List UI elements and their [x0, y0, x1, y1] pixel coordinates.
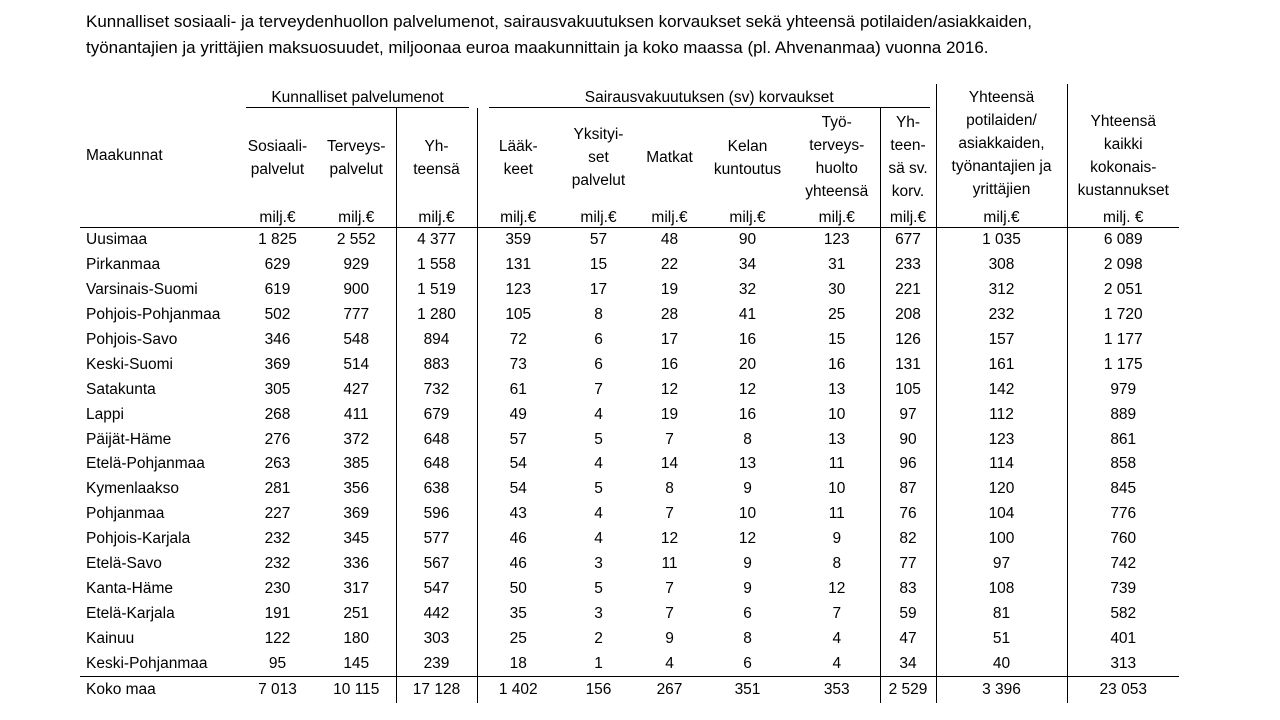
table-row — [80, 328, 1179, 353]
value-cell: 577 — [396, 527, 477, 552]
value-cell: 17 — [660, 331, 679, 348]
value-cell: 157 — [936, 328, 1067, 353]
value-cell: 233 — [880, 253, 936, 278]
value-cell: 502 — [264, 306, 291, 324]
value-cell: 2 — [594, 629, 603, 647]
value-cell: 16 — [828, 355, 846, 373]
value-cell: 8 — [743, 629, 752, 647]
table-body — [80, 228, 1179, 704]
col-header-yksityiset-palvelut: Yksityi- set palvelut — [571, 126, 626, 189]
value-cell: 281 — [264, 480, 291, 498]
value-cell: 100 — [936, 527, 1067, 552]
value-cell: 16 — [738, 331, 757, 348]
value-cell: 9 — [743, 555, 752, 573]
value-cell: 1 519 — [396, 278, 477, 303]
table-row — [80, 427, 1179, 452]
col-header-sosiaalipalvelut: Sosiaali- palvelut — [247, 138, 308, 178]
value-cell: 267 — [638, 677, 701, 704]
table-row — [80, 253, 1179, 278]
col-header-yhteensa-sv: Yh- teen- sä sv. korv. — [880, 108, 936, 203]
value-cell: 232 — [936, 303, 1067, 328]
value-cell: 19 — [660, 281, 679, 299]
value-cell: 90 — [880, 427, 936, 452]
value-cell: 276 — [264, 430, 291, 448]
value-cell: 48 — [660, 231, 679, 249]
title-line-2: työnantajien ja yrittäjien maksuosuudet, miljoonaa euroa maakunnittain ja koko maassa (pl. Ahvenanmaa) vuonna 2016. — [86, 38, 989, 57]
region-name: Pohjois-Savo — [86, 331, 178, 348]
value-cell: 777 — [343, 306, 370, 324]
value-cell: 263 — [264, 455, 291, 473]
value-cell: 46 — [477, 552, 559, 577]
value-cell: 858 — [1067, 452, 1179, 477]
value-cell: 8 — [665, 480, 674, 498]
value-cell: 369 — [264, 355, 291, 373]
value-cell: 10 115 — [317, 677, 396, 704]
value-cell: 742 — [1067, 552, 1179, 577]
value-cell: 40 — [936, 651, 1067, 676]
value-cell: 3 — [594, 555, 603, 573]
total-row — [80, 677, 1179, 704]
value-cell: 4 — [594, 530, 603, 548]
region-name: Kymenlaakso — [86, 480, 180, 498]
value-cell: 120 — [936, 477, 1067, 502]
table-row — [80, 303, 1179, 328]
value-cell: 6 — [594, 355, 603, 373]
value-cell: 1 — [594, 654, 603, 672]
col-header-kelan-kuntoutus: Kelan kuntoutus — [713, 138, 782, 178]
value-cell: 54 — [477, 477, 559, 502]
value-cell: 317 — [343, 579, 370, 597]
value-cell: 7 013 — [238, 677, 317, 704]
unit-label: milj.€ — [559, 203, 638, 228]
value-cell: 123 — [936, 427, 1067, 452]
value-cell: 142 — [936, 377, 1067, 402]
value-cell: 2 552 — [336, 231, 376, 249]
value-cell: 30 — [828, 281, 846, 299]
value-cell: 739 — [1067, 576, 1179, 601]
value-cell: 596 — [396, 502, 477, 527]
value-cell: 73 — [477, 352, 559, 377]
value-cell: 4 — [832, 629, 842, 647]
table-row — [80, 402, 1179, 427]
value-cell: 359 — [477, 228, 559, 253]
value-cell: 6 — [594, 331, 603, 348]
col-header-potilaiden: Yhteensä potilaiden/ asiakkaiden, työnantajien ja yrittäjien — [936, 84, 1067, 203]
region-name: Varsinais-Suomi — [86, 281, 198, 299]
value-cell: 9 — [665, 629, 674, 647]
value-cell: 72 — [477, 328, 559, 353]
value-cell: 12 — [828, 579, 846, 597]
value-cell: 17 128 — [396, 677, 477, 704]
value-cell: 41 — [738, 306, 757, 324]
value-cell: 15 — [589, 256, 608, 274]
col-header-yhteensa-kunnalliset: Yh- teensä — [396, 108, 477, 203]
region-name: Keski-Pohjanmaa — [86, 654, 208, 672]
value-cell: 112 — [936, 402, 1067, 427]
value-cell: 227 — [264, 505, 291, 523]
value-cell: 77 — [880, 552, 936, 577]
region-name: Pohjois-Pohjanmaa — [86, 306, 221, 324]
value-cell: 59 — [880, 601, 936, 626]
value-cell: 105 — [880, 377, 936, 402]
value-cell: 648 — [396, 427, 477, 452]
value-cell: 8 — [743, 430, 752, 448]
region-name: Keski-Suomi — [86, 355, 173, 373]
table-row — [80, 228, 1179, 253]
value-cell: 5 — [594, 430, 603, 448]
table-row — [80, 626, 1179, 651]
region-name: Pohjois-Karjala — [86, 530, 191, 548]
table-row — [80, 527, 1179, 552]
col-header-kokonaiskustannukset: Yhteensä kaikki kokonais- kustannukset — [1067, 84, 1179, 203]
value-cell: 13 — [828, 430, 846, 448]
value-cell: 411 — [343, 405, 369, 423]
table-title — [86, 9, 1236, 61]
value-cell: 1 825 — [258, 231, 297, 249]
value-cell: 8 — [594, 306, 603, 324]
region-name: Koko maa — [80, 677, 238, 704]
value-cell: 4 — [832, 654, 842, 672]
value-cell: 894 — [396, 328, 477, 353]
value-cell: 6 089 — [1067, 228, 1179, 253]
region-name: Päijät-Häme — [86, 430, 172, 448]
value-cell: 14 — [660, 455, 679, 473]
col-header-laakkeet: Lääk- keet — [477, 108, 559, 203]
value-cell: 305 — [264, 380, 291, 398]
value-cell: 10 — [828, 480, 846, 498]
value-cell: 28 — [660, 306, 679, 324]
value-cell: 6 — [743, 604, 752, 622]
unit-label: milj.€ — [638, 203, 701, 228]
value-cell: 732 — [396, 377, 477, 402]
value-cell: 12 — [738, 380, 757, 398]
region-name: Kanta-Häme — [86, 579, 174, 597]
value-cell: 8 — [832, 555, 842, 573]
value-cell: 19 — [660, 405, 679, 423]
value-cell: 16 — [660, 355, 679, 373]
value-cell: 108 — [936, 576, 1067, 601]
value-cell: 20 — [738, 355, 757, 373]
table-row — [80, 278, 1179, 303]
value-cell: 5 — [594, 480, 603, 498]
value-cell: 7 — [665, 579, 674, 597]
value-cell: 156 — [559, 677, 638, 704]
value-cell: 514 — [343, 355, 370, 373]
col-header-terveyspalvelut: Terveys- palvelut — [326, 138, 386, 178]
value-cell: 648 — [396, 452, 477, 477]
value-cell: 629 — [264, 256, 291, 274]
unit-label: milj.€ — [317, 203, 396, 228]
value-cell: 619 — [264, 281, 291, 299]
table-row — [80, 651, 1179, 676]
value-cell: 776 — [1067, 502, 1179, 527]
value-cell: 114 — [936, 452, 1067, 477]
value-cell: 131 — [477, 253, 559, 278]
group-sairausvakuutus: Sairausvakuutuksen (sv) korvaukset — [489, 89, 930, 108]
value-cell: 548 — [343, 331, 370, 348]
value-cell: 351 — [701, 677, 794, 704]
value-cell: 312 — [936, 278, 1067, 303]
region-name: Kainuu — [86, 629, 135, 647]
value-cell: 145 — [343, 654, 370, 672]
col-header-maakunnat: Maakunnat — [86, 146, 163, 164]
value-cell: 123 — [823, 231, 850, 249]
value-cell: 57 — [477, 427, 559, 452]
value-cell: 131 — [880, 352, 936, 377]
value-cell: 22 — [660, 256, 679, 274]
value-cell: 7 — [665, 430, 674, 448]
value-cell: 7 — [665, 505, 674, 523]
region-name: Etelä-Pohjanmaa — [86, 455, 205, 473]
value-cell: 760 — [1067, 527, 1179, 552]
value-cell: 547 — [396, 576, 477, 601]
value-cell: 401 — [1067, 626, 1179, 651]
value-cell: 57 — [589, 231, 608, 249]
value-cell: 346 — [264, 331, 291, 348]
value-cell: 638 — [396, 477, 477, 502]
value-cell: 35 — [477, 601, 559, 626]
col-header-tyoterveyshuolto: Työ- terveys- huolto yhteensä — [805, 114, 869, 200]
value-cell: 23 053 — [1067, 677, 1179, 704]
region-name: Pirkanmaa — [86, 256, 161, 274]
value-cell: 13 — [828, 380, 846, 398]
value-cell: 442 — [396, 601, 477, 626]
region-name: Pohjanmaa — [86, 505, 165, 523]
value-cell: 10 — [738, 505, 757, 523]
value-cell: 32 — [738, 281, 757, 299]
unit-label: milj.€ — [396, 203, 477, 228]
value-cell: 82 — [880, 527, 936, 552]
value-cell: 313 — [1067, 651, 1179, 676]
value-cell: 123 — [477, 278, 559, 303]
col-header-matkat: Matkat — [646, 149, 693, 166]
region-name: Etelä-Karjala — [86, 604, 175, 622]
value-cell: 9 — [743, 480, 752, 498]
table-row — [80, 601, 1179, 626]
value-cell: 105 — [477, 303, 559, 328]
value-cell: 239 — [396, 651, 477, 676]
value-cell: 979 — [1067, 377, 1179, 402]
unit-label: milj. € — [1067, 203, 1179, 228]
value-cell: 369 — [343, 505, 370, 523]
value-cell: 51 — [936, 626, 1067, 651]
unit-label: milj.€ — [238, 203, 317, 228]
value-cell: 11 — [661, 555, 678, 573]
value-cell: 76 — [880, 502, 936, 527]
table-row — [80, 377, 1179, 402]
value-cell: 336 — [343, 555, 370, 573]
value-cell: 221 — [880, 278, 936, 303]
value-cell: 4 — [594, 405, 603, 423]
value-cell: 15 — [828, 331, 846, 348]
value-cell: 16 — [738, 405, 757, 423]
value-cell: 208 — [880, 303, 936, 328]
value-cell: 9 — [743, 579, 752, 597]
value-cell: 427 — [343, 380, 370, 398]
value-cell: 25 — [477, 626, 559, 651]
value-cell: 34 — [880, 651, 936, 676]
group-kunnalliset: Kunnalliset palvelumenot — [246, 89, 469, 108]
value-cell: 12 — [738, 530, 757, 548]
value-cell: 43 — [477, 502, 559, 527]
value-cell: 10 — [828, 405, 846, 423]
unit-row — [80, 203, 1179, 228]
unit-label: milj.€ — [936, 203, 1067, 228]
value-cell: 308 — [936, 253, 1067, 278]
value-cell: 11 — [828, 505, 845, 523]
table-row — [80, 352, 1179, 377]
value-cell: 83 — [880, 576, 936, 601]
value-cell: 2 051 — [1067, 278, 1179, 303]
value-cell: 567 — [396, 552, 477, 577]
unit-label: milj.€ — [477, 203, 559, 228]
value-cell: 1 175 — [1067, 352, 1179, 377]
value-cell: 232 — [264, 555, 291, 573]
value-cell: 861 — [1067, 427, 1179, 452]
region-name: Lappi — [86, 405, 124, 423]
value-cell: 1 280 — [396, 303, 477, 328]
value-cell: 97 — [880, 402, 936, 427]
value-cell: 1 177 — [1067, 328, 1179, 353]
value-cell: 900 — [343, 281, 370, 299]
value-cell: 25 — [828, 306, 846, 324]
value-cell: 95 — [268, 654, 287, 672]
value-cell: 372 — [343, 430, 370, 448]
region-name: Uusimaa — [86, 231, 148, 249]
value-cell: 356 — [343, 480, 370, 498]
value-cell: 50 — [477, 576, 559, 601]
value-cell: 251 — [343, 604, 370, 622]
value-cell: 353 — [794, 677, 880, 704]
value-cell: 9 — [832, 530, 842, 548]
value-cell: 180 — [343, 629, 370, 647]
value-cell: 845 — [1067, 477, 1179, 502]
value-cell: 61 — [477, 377, 559, 402]
value-cell: 7 — [832, 604, 842, 622]
value-cell: 11 — [828, 455, 845, 473]
value-cell: 31 — [828, 256, 846, 274]
value-cell: 54 — [477, 452, 559, 477]
value-cell: 12 — [660, 530, 679, 548]
cost-table — [80, 84, 1179, 703]
value-cell: 7 — [665, 604, 674, 622]
table-row — [80, 576, 1179, 601]
value-cell: 1 035 — [936, 228, 1067, 253]
value-cell: 1 720 — [1067, 303, 1179, 328]
table-row — [80, 502, 1179, 527]
value-cell: 97 — [936, 552, 1067, 577]
value-cell: 679 — [396, 402, 477, 427]
value-cell: 4 — [594, 455, 603, 473]
value-cell: 104 — [936, 502, 1067, 527]
value-cell: 34 — [738, 256, 757, 274]
value-cell: 161 — [936, 352, 1067, 377]
unit-label: milj.€ — [701, 203, 794, 228]
value-cell: 345 — [343, 530, 370, 548]
value-cell: 4 — [594, 505, 603, 523]
value-cell: 4 — [665, 654, 674, 672]
value-cell: 87 — [880, 477, 936, 502]
value-cell: 46 — [477, 527, 559, 552]
value-cell: 7 — [594, 380, 603, 398]
value-cell: 191 — [264, 604, 291, 622]
title-line-1: Kunnalliset sosiaali- ja terveydenhuollon palvelumenot, sairausvakuutuksen korvaukset sekä yhteensä potilaiden/asiakkaiden, — [86, 12, 1032, 31]
group-header-row — [80, 84, 1179, 108]
value-cell: 96 — [880, 452, 936, 477]
value-cell: 1 402 — [477, 677, 559, 704]
unit-label: milj.€ — [794, 203, 880, 228]
value-cell: 126 — [880, 328, 936, 353]
value-cell: 13 — [738, 455, 757, 473]
value-cell: 677 — [880, 228, 936, 253]
value-cell: 883 — [396, 352, 477, 377]
value-cell: 17 — [589, 281, 608, 299]
value-cell: 6 — [743, 654, 752, 672]
value-cell: 268 — [264, 405, 291, 423]
region-name: Etelä-Savo — [86, 555, 162, 573]
value-cell: 2 098 — [1067, 253, 1179, 278]
value-cell: 81 — [936, 601, 1067, 626]
value-cell: 230 — [264, 579, 291, 597]
value-cell: 4 377 — [396, 228, 477, 253]
table-row — [80, 477, 1179, 502]
value-cell: 929 — [343, 256, 370, 274]
value-cell: 1 558 — [396, 253, 477, 278]
value-cell: 49 — [477, 402, 559, 427]
value-cell: 3 396 — [936, 677, 1067, 704]
table-row — [80, 552, 1179, 577]
value-cell: 2 529 — [880, 677, 936, 704]
table-row — [80, 452, 1179, 477]
value-cell: 889 — [1067, 402, 1179, 427]
value-cell: 122 — [264, 629, 291, 647]
value-cell: 232 — [264, 530, 291, 548]
value-cell: 12 — [660, 380, 679, 398]
value-cell: 582 — [1067, 601, 1179, 626]
value-cell: 18 — [477, 651, 559, 676]
value-cell: 47 — [880, 626, 936, 651]
unit-label: milj.€ — [880, 203, 936, 228]
value-cell: 90 — [738, 231, 757, 249]
value-cell: 385 — [343, 455, 370, 473]
value-cell: 303 — [396, 626, 477, 651]
value-cell: 5 — [594, 579, 603, 597]
region-name: Satakunta — [86, 380, 156, 398]
value-cell: 3 — [594, 604, 603, 622]
